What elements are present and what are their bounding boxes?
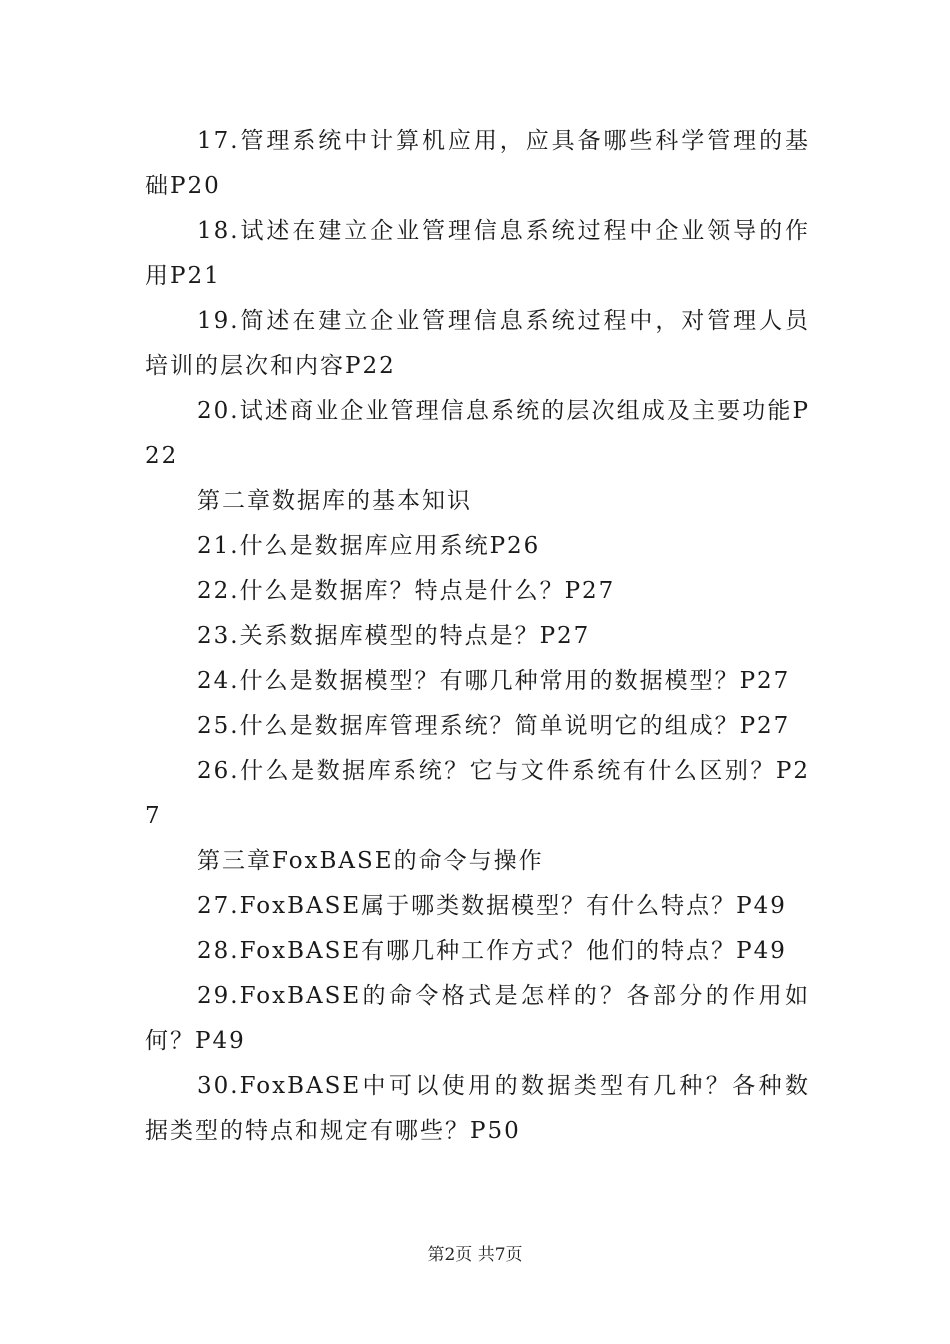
page-number-footer: 第2页 共7页: [427, 1245, 523, 1265]
question-27: 27.FoxBASE属于哪类数据模型？有什么特点？P49: [197, 893, 787, 919]
chapter-3-heading: 第三章FoxBASE的命令与操作: [197, 848, 544, 874]
question-18: 18.试述在建立企业管理信息系统过程中企业领导的作用P21: [145, 218, 810, 289]
question-30: 30.FoxBASE中可以使用的数据类型有几种？各种数据类型的特点和规定有哪些？P50: [145, 1073, 810, 1144]
question-20: 20.试述商业企业管理信息系统的层次组成及主要功能P22: [145, 398, 810, 469]
question-28: 28.FoxBASE有哪几种工作方式？他们的特点？P49: [197, 938, 787, 964]
page-content: [145, 119, 810, 1154]
question-17: 17.管理系统中计算机应用，应具备哪些科学管理的基础P20: [145, 128, 810, 199]
question-19: 19.简述在建立企业管理信息系统过程中，对管理人员培训的层次和内容P22: [145, 308, 810, 379]
question-22: 22.什么是数据库？特点是什么？P27: [197, 578, 616, 604]
chapter-2-heading: 第二章数据库的基本知识: [197, 488, 472, 514]
question-29: 29.FoxBASE的命令格式是怎样的？各部分的作用如何？P49: [145, 983, 810, 1054]
question-24: 24.什么是数据模型？有哪几种常用的数据模型？P27: [197, 668, 791, 694]
question-25: 25.什么是数据库管理系统？简单说明它的组成？P27: [197, 713, 791, 739]
question-21: 21.什么是数据库应用系统P26: [197, 533, 541, 559]
question-26: 26.什么是数据库系统？它与文件系统有什么区别？P27: [145, 758, 810, 829]
question-23: 23.关系数据库模型的特点是？P27: [197, 623, 591, 649]
